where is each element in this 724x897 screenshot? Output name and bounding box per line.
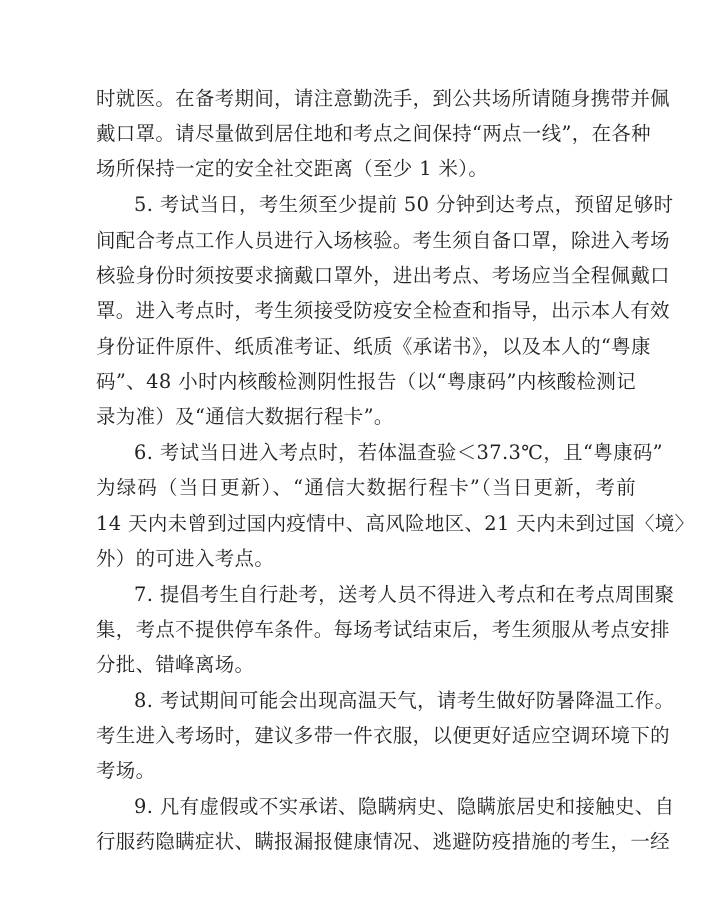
text-line: 核验身份时须按要求摘戴口罩外，进出考点、考场应当全程佩戴口: [96, 264, 670, 287]
text-line: 集，考点不提供停车条件。每场考试结束后，考生须服从考点安排: [96, 618, 670, 641]
text-line: 为绿码（当日更新）、“通信大数据行程卡”（当日更新，考前: [96, 476, 636, 499]
text-line: 考生进入考场时，建议多带一件衣服，以便更好适应空调环境下的: [96, 724, 670, 747]
text-line: 9. 凡有虚假或不实承诺、隐瞒病史、隐瞒旅居史和接触史、自: [134, 795, 675, 818]
text-line: 罩。进入考点时，考生须接受防疫安全检查和指导，出示本人有效: [96, 299, 670, 322]
text-line: 码”、48 小时内核酸检测阴性报告（以“粤康码”内核酸检测记: [96, 370, 636, 393]
text-line: 14 天内未曾到过国内疫情中、高风险地区、21 天内未到过国〈境〉: [96, 512, 695, 535]
text-line: 6. 考试当日进入考点时，若体温查验＜37.3℃，且“粤康码”: [134, 441, 663, 464]
text-line: 分批、错峰离场。: [96, 653, 255, 676]
text-line: 行服药隐瞒症状、瞒报漏报健康情况、逃避防疫措施的考生，一经: [96, 830, 670, 853]
text-line: 7. 提倡考生自行赴考，送考人员不得进入考点和在考点周围聚: [134, 583, 675, 606]
text-line: 场所保持一定的安全社交距离（至少 1 米）。: [96, 157, 489, 180]
text-line: 考场。: [96, 759, 156, 782]
text-line: 身份证件原件、纸质准考证、纸质《承诺书》，以及本人的“粤康: [96, 335, 651, 358]
text-line: 戴口罩。请尽量做到居住地和考点之间保持“两点一线”，在各种: [96, 122, 651, 145]
text-line: 间配合考点工作人员进行入场核验。考生须自备口罩，除进入考场: [96, 229, 670, 252]
text-line: 时就医。在备考期间，请注意勤洗手，到公共场所请随身携带并佩: [96, 87, 670, 110]
text-line: 外）的可进入考点。: [96, 547, 275, 570]
text-line: 8. 考试期间可能会出现高温天气，请考生做好防暑降温工作。: [134, 689, 675, 712]
text-line: 5. 考试当日，考生须至少提前 50 分钟到达考点，预留足够时: [134, 193, 674, 216]
text-line: 录为准）及“通信大数据行程卡”。: [96, 405, 394, 428]
